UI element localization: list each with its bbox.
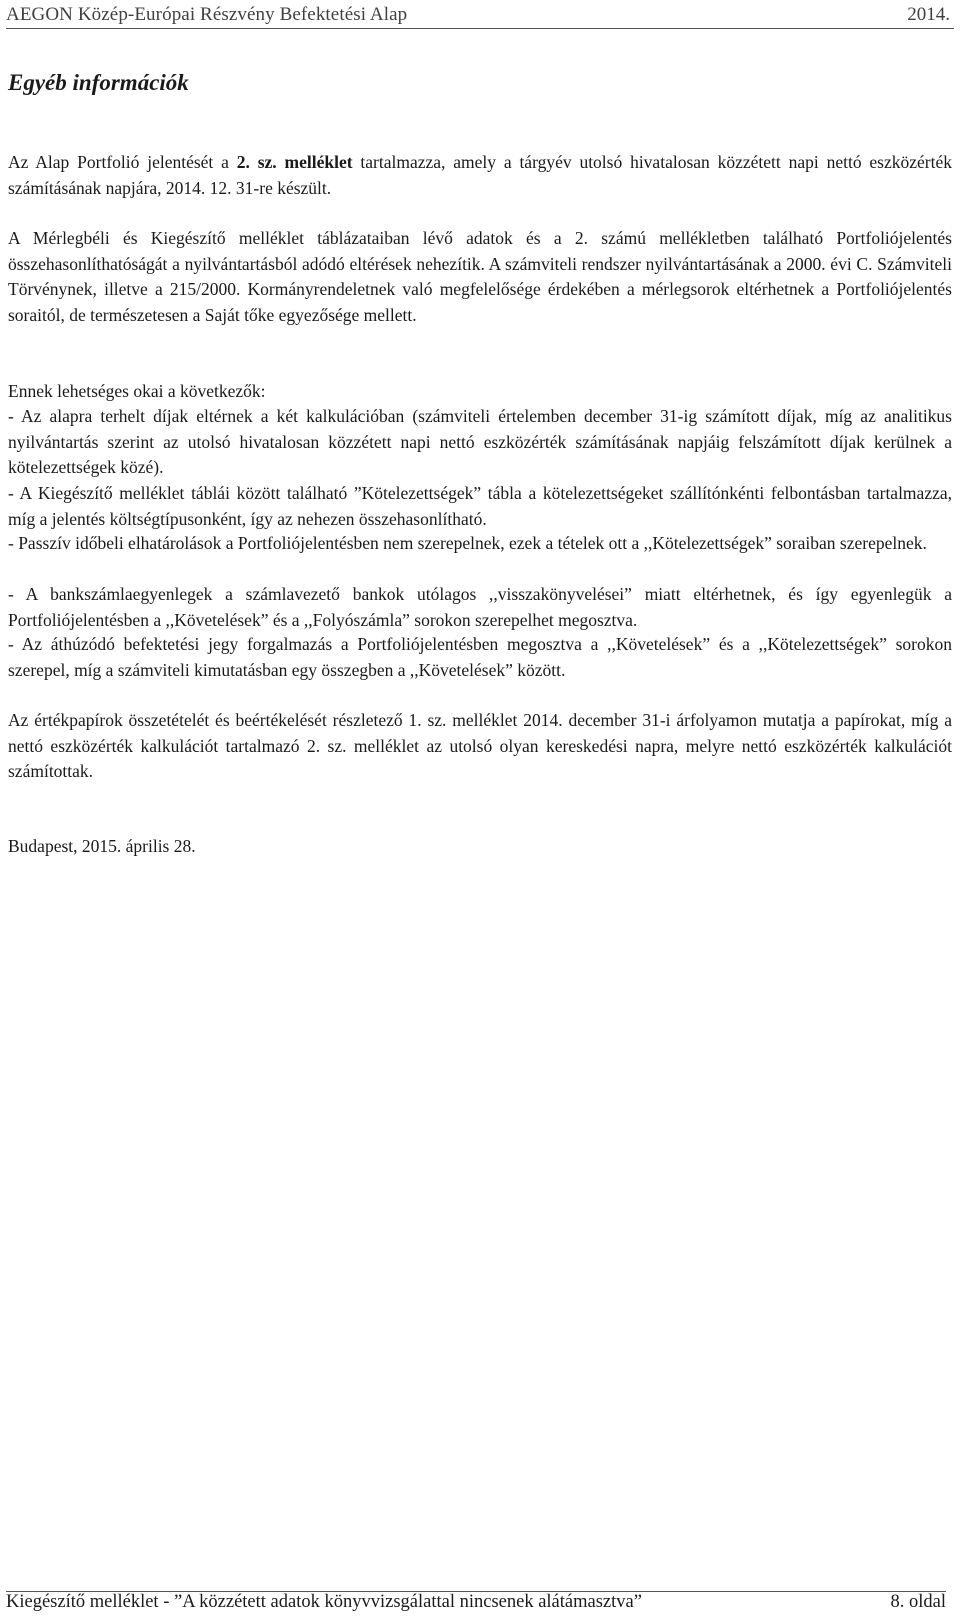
header-title: AEGON Közép-Európai Részvény Befektetési Alap (6, 4, 408, 25)
intro-bold-reference: 2. sz. melléklet (236, 152, 353, 172)
intro-text-end: tartalmazza, amely a tárgyév utolsó hivatalosan közzétett napi nettó eszközérték számításának napjára, 2014. 12. 31-re készült. (8, 152, 953, 198)
intro-paragraph (8, 150, 952, 201)
intro-text-start: Az Alap Portfolió jelentését a (8, 152, 237, 172)
footer-text: Kiegészítő melléklet - ”A közzétett adatok könyvvizsgálattal nincsenek alátámasztva” (6, 1592, 642, 1612)
reason-item-accruals: - Passzív időbeli elhatárolások a Portfoliójelentésben nem szerepelnek, ezek a tételek ott a ,,Kötelezettségek” soraiban szerepelnek. (8, 533, 927, 553)
place-and-date: Budapest, 2015. április 28. (8, 836, 196, 856)
section-title: Egyéb információk (8, 70, 189, 95)
comparability-paragraph: A Mérlegbéli és Kiegészítő melléklet táblázataiban lévő adatok és a 2. számú mellékletben található Portfoliójelentés összehasonlíthatóságát a nyilvántartásból adódó eltérések nehezítik. A számviteli rendszer nyilvántartásának a 2000. évi C. Számviteli Törvénynek, illetve a 215/2000. Kormányrendeletnek való megfelelősége érdekében a mérlegsorok eltérhetnek a Portfoliójelentés soraitól, de természetesen a Saját tőke egyezősége mellett. (8, 228, 952, 325)
reason-item-fees: - Az alapra terhelt díjak eltérnek a két kalkulációban (számviteli értelemben december 31-ig számított díjak, míg az analitikus nyilvántartás szerint az utolsó hivatalosan közzétett napi nettó eszközérték számításának napjáig felszámított díjak kerülnek a kötelezettségek közé). (8, 406, 952, 477)
reason-item-fund-units: - Az áthúzódó befektetési jegy forgalmazás a Portfoliójelentésben megosztva a ,,Követelések” és a ,,Kötelezettségek” sorokon szerepel, míg a számviteli kimutatásban egy összegben a ,,Követelések” között. (8, 634, 952, 680)
page-number: 8. oldal (890, 1592, 946, 1612)
securities-paragraph: Az értékpapírok összetételét és beértékelését részletező 1. sz. melléklet 2014. december 31-i árfolyamon mutatja a papírokat, míg a nettó eszközérték kalkulációt tartalmazó 2. sz. melléklet az utolsó olyan kereskedési napra, melyre nettó eszközérték kalkulációt számítottak. (8, 710, 952, 781)
page-footer (6, 1591, 946, 1614)
reason-item-liabilities-table: - A Kiegészítő melléklet táblái között található ”Kötelezettségek” tábla a kötelezettségeket szállítónkénti felbontásban tartalmazza, míg a jelentés költségtípusonként, így az nehezen összehasonlítható. (8, 483, 952, 529)
reason-item-bank-balances: - A bankszámlaegyenlegek a számlavezető bankok utólagos ,,visszakönyvelései” miatt eltérhetnek, és így egyenlegük a Portfoliójelentésben a ,,Követelések” és a ,,Folyószámla” sorokon szerepelhet megosztva. (8, 584, 952, 630)
header-year: 2014. (907, 4, 950, 25)
reasons-intro: Ennek lehetséges okai a következők: (8, 381, 266, 401)
page-header (6, 2, 954, 29)
